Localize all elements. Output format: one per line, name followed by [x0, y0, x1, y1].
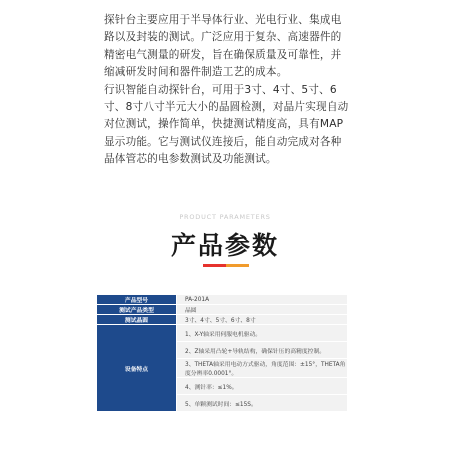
table-row: [97, 325, 348, 342]
intro-text: [104, 12, 352, 169]
table-row: [97, 295, 348, 305]
model-label: 产品型号: [97, 295, 177, 305]
intro-paragraph-1: 探针台主要应用于半导体行业、光电行业、集成电路以及封装的测试。广泛应用于复杂、高速器件的精密电气测量的研发，旨在确保质量及可靠性，并缩减研发时间和器件制造工艺的成本。: [104, 14, 342, 79]
features-label: 设备特点: [97, 325, 177, 412]
feature-item: 1、X-Y轴采用伺服电机驱动。: [177, 325, 348, 342]
section-title: 产品参数: [170, 231, 279, 260]
title-underline: [203, 264, 249, 267]
type-label: 测试产品类型: [97, 305, 177, 315]
feature-item: 5、单颗测试时间：≤15S。: [177, 395, 348, 412]
size-value: 3寸、4寸、5寸、6寸、8寸: [177, 315, 348, 325]
type-value: 晶圆: [177, 305, 348, 315]
model-value: PA-201A: [177, 295, 348, 305]
table-row: [97, 305, 348, 315]
feature-item: 2、Z轴采用凸轮+导轨结构，确保针压的高精度控制。: [177, 342, 348, 359]
parameters-table: [96, 294, 348, 412]
intro-paragraph-2: 行识智能自动探针台，可用于3寸、4寸、5寸、6寸、8寸八寸半元大小的晶圆检测，对晶片实现自动对位测试，操作简单，快捷测试精度高，具有MAP显示功能。它与测试仪连接后，能自动完成对各种晶体管芯的电参数测试及功能测试。: [104, 83, 349, 166]
section-title-en: PRODUCT PARAMETERS: [179, 213, 271, 221]
feature-item: 4、测针率：≤1%。: [177, 378, 348, 395]
feature-item: 3、THETA轴采用电动方式驱动，角度范围：±15°，THETA角度分辨率0.0001°。: [177, 359, 348, 378]
table-row: [97, 315, 348, 325]
size-label: 测试晶圆: [97, 315, 177, 325]
